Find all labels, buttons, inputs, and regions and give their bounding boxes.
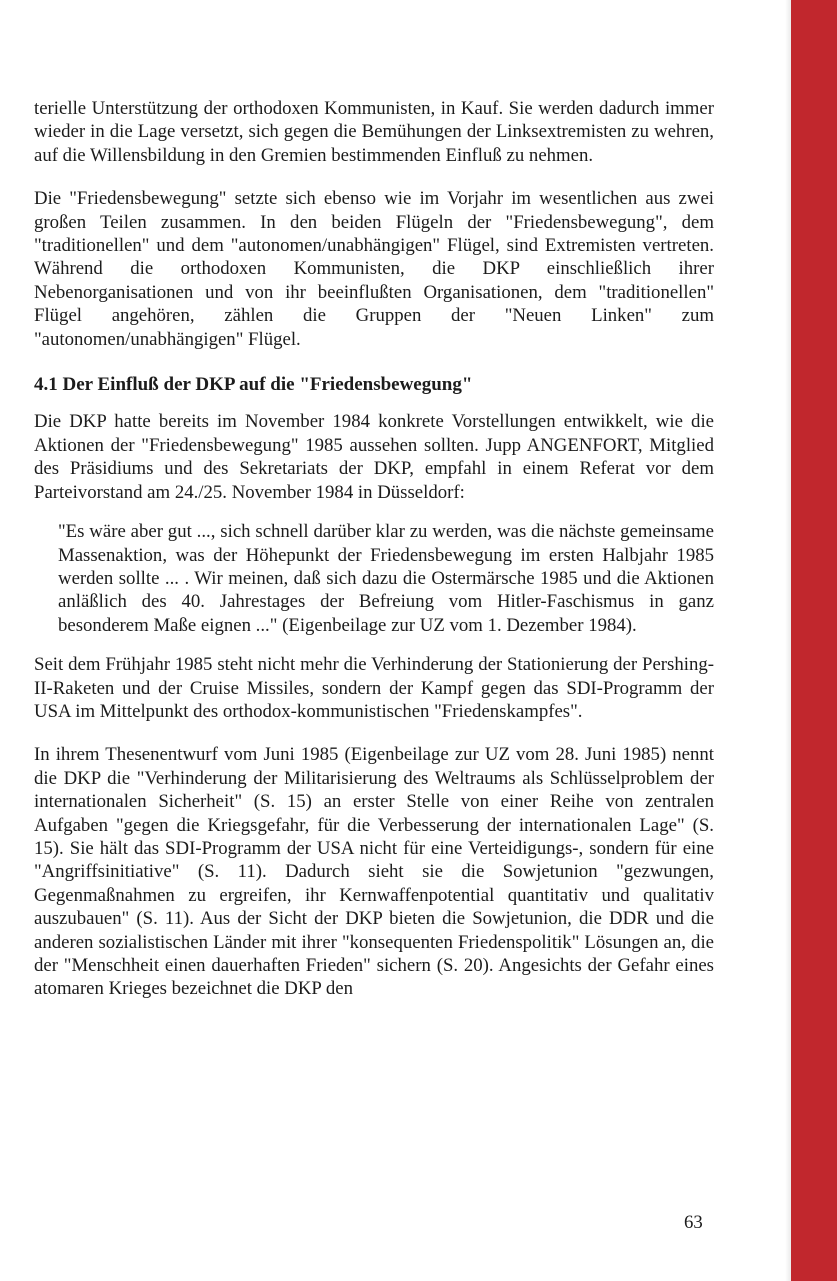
- red-edge-band: [791, 0, 837, 1281]
- section-heading: 4.1 Der Einfluß der DKP auf die "Friedensbewegung": [34, 374, 473, 396]
- page-number: 63: [684, 1212, 703, 1233]
- paragraph-friedensbewegung-overview: Die "Friedensbewegung" setzte sich ebenso wie im Vorjahr im wesentlichen aus zwei großen Teilen zusammen. In den beiden Flügeln der "Friedensbewegung", dem "traditionellen" und dem "autonomen/unabhängigen" Flügel, sind Extremisten vertreten. Während die orthodoxen Kommunisten, die DKP einschließlich ihrer Nebenorganisationen und von ihr beeinflußten Organisationen, dem "traditionellen" Flügel angehören, zählen die Gruppen der "Neuen Linken" zum "autonomen/unabhängigen" Flügel.: [34, 188, 714, 350]
- paragraph-sdi-focus: Seit dem Frühjahr 1985 steht nicht mehr die Verhinderung der Stationierung der Pershing-II-Raketen und der Cruise Missiles, sondern der Kampf gegen das SDI-Programm der USA im Mittelpunkt des orthodox-kommunistischen "Friedenskampfes".: [34, 654, 714, 722]
- paragraph-continuation: terielle Unterstützung der orthodoxen Kommunisten, in Kauf. Sie werden dadurch immer wieder in die Lage versetzt, sich gegen die Bemühungen der Linksextremisten zu wehren, auf die Willensbildung in den Gremien bestimmenden Einfluß zu nehmen.: [34, 98, 714, 166]
- paragraph-thesenentwurf: In ihrem Thesenentwurf vom Juni 1985 (Eigenbeilage zur UZ vom 28. Juni 1985) nennt die DKP die "Verhinderung der Militarisierung des Weltraums als Schlüsselproblem der internationalen Sicherheit" (S. 15) an erster Stelle von einer Reihe von zentralen Aufgaben "gegen die Kriegsgefahr, für die Verbesserung der internationalen Lage" (S. 15). Sie hält das SDI-Programm der USA nicht für eine Verteidigungs-, sondern für eine "Angriffsinitiative" (S. 11). Dadurch sieht sie die Sowjetunion "gezwungen, Gegenmaßnahmen zu ergreifen, ihr Kernwaffenpotential quantitativ und qualitativ auszubauen" (S. 11). Aus der Sicht der DKP bieten die Sowjetunion, die DDR und die anderen sozialistischen Länder mit ihrer "konsequenten Friedenspolitik" Lösungen an, die der "Menschheit einen dauerhaften Frieden" sichern (S. 20). Angesichts der Gefahr eines atomaren Krieges bezeichnet die DKP den: [34, 744, 714, 1000]
- block-quote: "Es wäre aber gut ..., sich schnell darüber klar zu werden, was die nächste gemeinsame Massenaktion, was der Höhepunkt der Friedensbewegung im ersten Halbjahr 1985 werden sollte ... . Wir meinen, daß sich dazu die Ostermärsche 1985 und die Aktionen anläßlich des 40. Jahrestages der Befreiung vom Hitler-Faschismus in ganz besonderem Maße eignen ..." (Eigenbeilage zur UZ vom 1. Dezember 1984).: [58, 521, 714, 636]
- paragraph-dkp-november-1984: Die DKP hatte bereits im November 1984 konkrete Vorstellungen entwikkelt, wie die Aktionen der "Friedensbewegung" 1985 aussehen sollten. Jupp ANGENFORT, Mitglied des Präsidiums und des Sekretariats der DKP, empfahl in einem Referat vor dem Parteivorstand am 24./25. November 1984 in Düsseldorf:: [34, 411, 714, 503]
- text-body: [34, 97, 714, 1001]
